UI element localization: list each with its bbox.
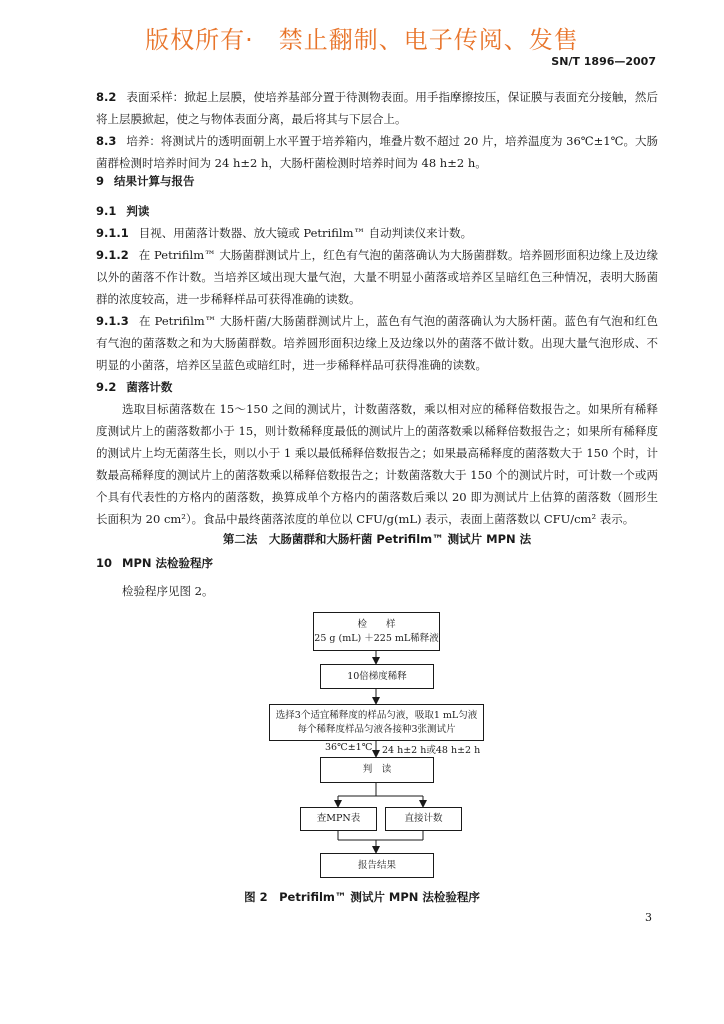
flow-box-sample xyxy=(313,612,440,651)
section-9-1-block xyxy=(96,200,658,530)
heading-number: 9.1 xyxy=(96,204,117,218)
flow-box-mpn-table: 查MPN表 xyxy=(300,807,377,831)
clause-number: 9.1.1 xyxy=(96,226,129,240)
figure-caption: 图 2 Petrifilm™ 测试片 MPN 法检验程序 xyxy=(244,890,480,904)
heading-title: MPN 法检验程序 xyxy=(122,556,214,570)
heading-number: 9 xyxy=(96,174,105,188)
paragraph-8-2 xyxy=(96,86,658,130)
heading-number: 10 xyxy=(96,556,113,570)
section-10-heading xyxy=(96,552,658,574)
clause-number: 8.2 xyxy=(96,90,117,104)
heading-title: 菌落计数 xyxy=(126,380,173,394)
clause-text: 目视、用菌落计数器、放大镜或 Petrifilm™ 自动判读仪来计数。 xyxy=(138,226,473,240)
clause-number: 9.1.3 xyxy=(96,314,129,328)
paragraph-8-3 xyxy=(96,130,658,174)
heading-title: 结果计算与报告 xyxy=(114,174,195,188)
section-8-block xyxy=(96,86,658,174)
page-number: 3 xyxy=(645,911,652,924)
standard-code: SN/T 1896—2007 xyxy=(551,55,656,68)
part-2-title: 第二法 大肠菌群和大肠杆菌 Petrifilm™ 测试片 MPN 法 xyxy=(222,531,532,546)
flow-box-sample-line2: 25 g (mL) ＋225 mL稀释液 xyxy=(314,632,439,644)
paragraph-9-1-1 xyxy=(96,222,658,244)
section-9-block xyxy=(96,170,658,192)
section-9-heading xyxy=(96,170,658,192)
section-10-block xyxy=(96,552,658,602)
watermark: 版权所有· 禁止翻制、电子传阅、发售 xyxy=(145,26,579,54)
paragraph-9-1-2 xyxy=(96,244,658,310)
section-9-2-heading xyxy=(96,376,658,398)
flow-box-report: 报告结果 xyxy=(320,853,434,878)
clause-text: 培养：将测试片的透明面朝上水平置于培养箱内，堆叠片数不超过 20 片，培养温度为 36℃±1℃。大肠菌群检测时培养时间为 24 h±2 h，大肠杆菌检测时培养时间为 48 h±2 h。 xyxy=(96,134,658,170)
clause-text: 在 Petrifilm™ 大肠杆菌/大肠菌群测试片上，蓝色有气泡的菌落确认为大肠杆菌。蓝色有气泡和红色有气泡的菌落数之和为大肠菌群数。培养圆形面积边缘上及边缘以外的菌落不做计数。出现大量气泡形成、不明显的小菌落，培养区呈蓝色或暗红时，进一步稀释样品可获得准确的读数。 xyxy=(96,314,658,372)
flow-box-dilution: 10倍梯度稀释 xyxy=(320,664,434,689)
flow-box-direct-count: 直接计数 xyxy=(385,807,462,831)
clause-text: 表面采样：掀起上层膜，使培养基部分置于待测物表面。用手指摩擦按压，保证膜与表面充分接触，然后将上层膜掀起，使之与物体表面分离，最后将其与下层合上。 xyxy=(96,90,658,126)
clause-text: 在 Petrifilm™ 大肠菌群测试片上，红色有气泡的菌落确认为大肠菌群数。培养圆形面积边缘上及边缘以外的菌落不作计数。当培养区域出现大量气泡，大量不明显小菌落或培养区呈暗红色三种情况，表明大肠菌群的浓度较高，进一步稀释样品可获得准确的读数。 xyxy=(96,248,658,306)
flow-label-time: 24 h±2 h或48 h±2 h xyxy=(382,745,481,756)
paragraph-10: 检验程序见图 2。 xyxy=(122,584,214,598)
heading-title: 判读 xyxy=(126,204,150,218)
flow-box-inoculate-line1: 选择3个适宜稀释度的样品匀液，吸取1 mL匀液 xyxy=(275,709,478,721)
flow-box-sample-line1: 检 样 xyxy=(357,618,396,630)
paragraph-9-1-3 xyxy=(96,310,658,376)
clause-number: 8.3 xyxy=(96,134,117,148)
paragraph-9-2: 选取目标菌落数在 15～150 之间的测试片，计数菌落数，乘以相对应的稀释倍数报告之。如果所有稀释度测试片上的菌落数都小于 15，则计数稀释度最低的测试片上的菌落数乘以稀释倍数报告之；如果所有稀释度的测试片上均无菌落生长，则以小于 1 乘以最低稀释倍数报告之；如果最高稀释度的菌落数大于 150 个时，计数最高稀释度的测试片上的菌落数乘以稀释倍数报告之；计数菌落数大于 150 个的测试片时，可计数一个或两个具有代表性的方格内的菌落数，换算成单个方格内的菌落数后乘以 20 即为测试片上估算的菌落数（圆形生长面积为 20 cm²）。食品中最终菌落浓度的单位以 CFU/g(mL) 表示，表面上菌落数以 CFU/cm² 表示。 xyxy=(96,402,658,526)
flow-box-read: 判 读 xyxy=(320,757,434,783)
flow-label-temperature: 36℃±1℃ xyxy=(325,742,373,753)
flow-box-inoculate xyxy=(269,704,484,741)
flow-box-inoculate-line2: 每个稀释度样品匀液各接种3张测试片 xyxy=(297,723,456,735)
heading-number: 9.2 xyxy=(96,380,117,394)
section-9-1-heading xyxy=(96,200,658,222)
clause-number: 9.1.2 xyxy=(96,248,129,262)
